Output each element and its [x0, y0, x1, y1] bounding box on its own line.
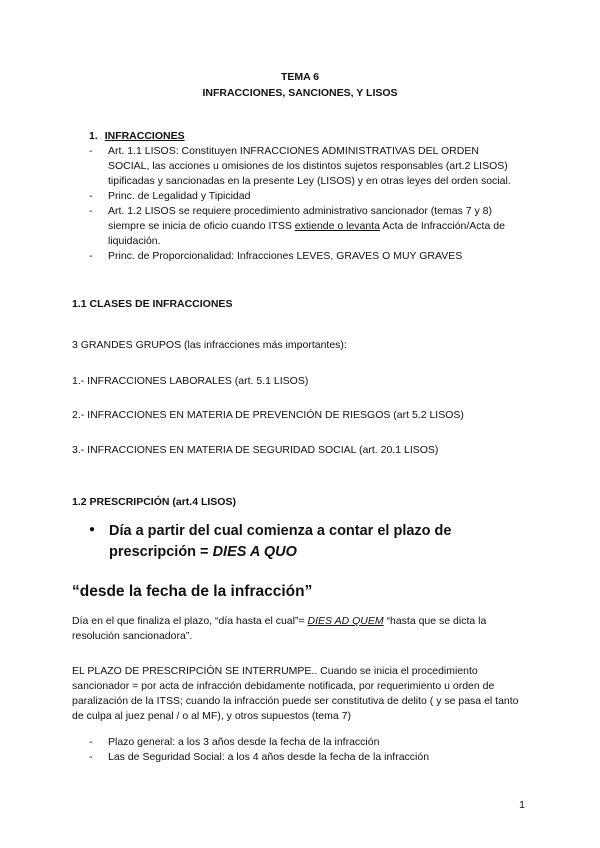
- section1-list: [89, 144, 519, 264]
- list-item: - Princ. de Proporcionalidad: Infracciones LEVES, GRAVES O MUY GRAVES: [89, 249, 519, 264]
- page-number: 1: [519, 799, 525, 811]
- list-item: - Las de Seguridad Social: a los 4 años desde la fecha de la infracción: [89, 750, 509, 765]
- interrupt-paragraph: EL PLAZO DE PRESCRIPCIÓN SE INTERRUMPE.. Cuando se inicia el procedimiento sancionador = por acta de infracción debidamente notificada, por requerimiento u orden de paralización de la ITSS; cuando la infracción puede ser constitutiva de delito ( y se pasa el tanto de culpa al juez penal / o al MF), y otros supuestos (tema 7): [72, 665, 519, 722]
- dies-a-quo-line1: Día a partir del cual comienza a contar el plazo de: [109, 523, 452, 539]
- plazos-list: [89, 735, 509, 765]
- section11-intro: 3 GRANDES GRUPOS (las infracciones más importantes):: [72, 339, 347, 351]
- document-title-line2: INFRACCIONES, SANCIONES, Y LISOS: [202, 87, 398, 99]
- dies-ad-quem-term: DIES AD QUEM: [307, 615, 384, 627]
- dies-a-quo-term: DIES A QUO: [212, 544, 297, 560]
- list-item: - Art. 1.2 LISOS se requiere procedimiento administrativo sancionador (temas 7 y 8) siempre se inicia de oficio cuando ITSS extiende o levanta Acta de Infracción/Acta de liquidación.: [89, 204, 519, 249]
- group-item-2: 2.- INFRACCIONES EN MATERIA DE PREVENCIÓN DE RIESGOS (art 5.2 LISOS): [72, 409, 464, 421]
- quote-heading: “desde la fecha de la infracción”: [72, 583, 313, 600]
- group-item-1: 1.- INFRACCIONES LABORALES (art. 5.1 LISOS): [72, 375, 309, 387]
- dies-ad-quem-paragraph: Día en el que finaliza el plazo, “día hasta el cual”= DIES AD QUEM “hasta que se dicta la resolución sancionadora”.: [72, 615, 487, 642]
- list-item: - Art. 1.1 LISOS: Constituyen INFRACCIONES ADMINISTRATIVAS DEL ORDEN SOCIAL, las acciones u omisiones de los distintos sujetos responsables (art.2 LISOS) tipificadas y sancionadas en la presente Ley (LISOS) y en otras leyes del orden social.: [89, 144, 519, 189]
- section12-heading: 1.2 PRESCRIPCIÓN (art.4 LISOS): [72, 496, 236, 508]
- document-title-line1: TEMA 6: [280, 71, 320, 83]
- list-item: - Plazo general: a los 3 años desde la fecha de la infracción: [89, 735, 509, 750]
- section1-number: 1.: [89, 130, 98, 142]
- list-item: - Princ. de Legalidad y Tipicidad: [89, 189, 519, 204]
- section1-heading: [89, 130, 185, 142]
- section11-heading: 1.1 CLASES DE INFRACCIONES: [72, 298, 233, 310]
- bullet-icon: ●: [89, 524, 96, 535]
- group-item-3: 3.- INFRACCIONES EN MATERIA DE SEGURIDAD SOCIAL (art. 20.1 LISOS): [72, 444, 439, 456]
- underlined-text: extiende o levanta: [294, 220, 380, 232]
- section1-title: INFRACCIONES: [104, 130, 185, 142]
- dies-a-quo-line2: prescripción = DIES A QUO: [109, 544, 297, 560]
